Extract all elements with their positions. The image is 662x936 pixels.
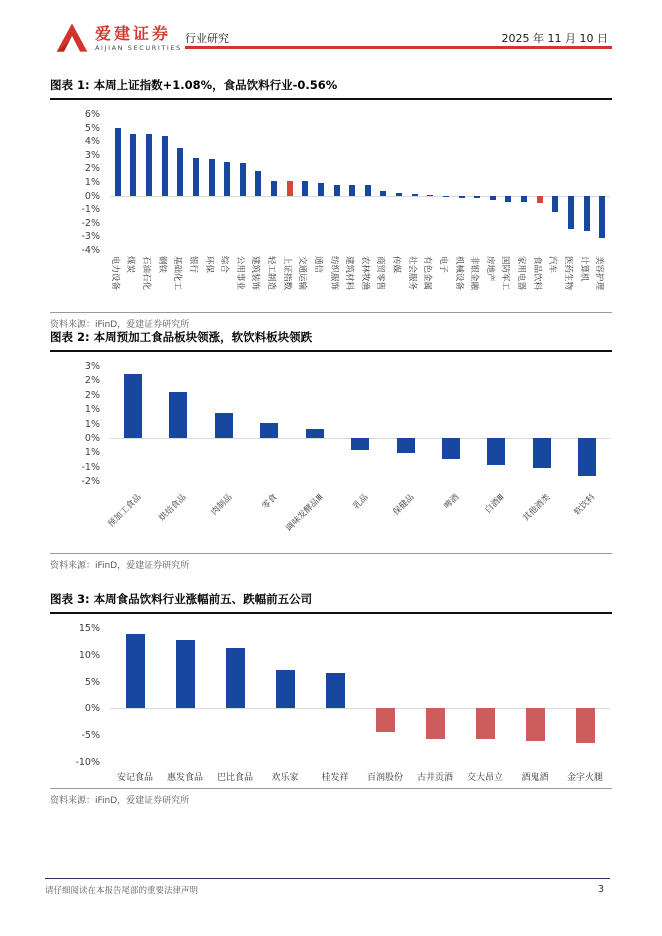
page-number: 3 bbox=[597, 884, 604, 895]
bar-软饮料 bbox=[578, 438, 596, 476]
bar-古井贡酒 bbox=[426, 708, 445, 739]
bar-农林牧渔 bbox=[365, 185, 371, 195]
x-axis-label: 银行 bbox=[187, 256, 198, 274]
figure-2 bbox=[50, 330, 612, 571]
x-axis-label: 食品饮料 bbox=[531, 256, 542, 291]
x-axis-label: 烘焙食品 bbox=[157, 492, 189, 524]
bar-钢铁 bbox=[162, 136, 168, 196]
bar-国防军工 bbox=[505, 196, 511, 202]
x-axis-label: 国防军工 bbox=[500, 256, 511, 291]
y-axis-tick: 2% bbox=[84, 389, 100, 401]
figure-3-chart bbox=[50, 620, 612, 786]
bar-烘焙食品 bbox=[169, 392, 187, 438]
y-axis-tick: 3% bbox=[84, 149, 100, 161]
y-axis-tick: 2% bbox=[84, 163, 100, 175]
report-date: 2025 年 11 月 10 日 bbox=[501, 32, 608, 45]
bar-石油石化 bbox=[146, 134, 152, 195]
bar-其他酒类 bbox=[533, 438, 551, 468]
bar-金字火腿 bbox=[576, 708, 595, 742]
x-axis-label: 乳品 bbox=[351, 492, 371, 512]
x-axis-label: 调味发酵品Ⅲ bbox=[283, 492, 325, 534]
bar-桂发祥 bbox=[326, 673, 345, 708]
x-axis-label: 传媒 bbox=[391, 256, 402, 274]
footer-disclaimer: 请仔细阅读在本报告尾部的重要法律声明 bbox=[45, 886, 199, 896]
x-axis-label: 非银金融 bbox=[469, 256, 480, 291]
brand-logo bbox=[55, 22, 182, 54]
y-axis-tick: 4% bbox=[84, 136, 100, 148]
x-axis-label: 酒鬼酒 bbox=[521, 773, 549, 783]
bar-肉制品 bbox=[215, 413, 233, 438]
y-axis-tick: -3% bbox=[81, 231, 100, 243]
x-axis-label: 家用电器 bbox=[516, 256, 527, 291]
y-axis-tick: -10% bbox=[75, 757, 100, 768]
bar-电力设备 bbox=[115, 128, 121, 196]
y-axis-tick: -1% bbox=[81, 204, 100, 216]
bar-环保 bbox=[209, 159, 215, 196]
zero-axis-line bbox=[110, 196, 610, 197]
x-axis-label: 房地产 bbox=[484, 256, 495, 282]
y-axis-tick: -1% bbox=[81, 461, 100, 473]
bar-食品饮料 bbox=[537, 196, 543, 204]
figure-2-source: 资料来源：iFinD，爱建证券研究所 bbox=[50, 561, 190, 572]
y-axis-tick: -5% bbox=[81, 730, 100, 742]
bar-计算机 bbox=[584, 196, 590, 231]
bar-汽车 bbox=[552, 196, 558, 213]
header-divider bbox=[185, 46, 612, 49]
y-axis-tick: 3% bbox=[84, 361, 100, 372]
footer-divider bbox=[45, 878, 610, 879]
bar-交通运输 bbox=[302, 181, 308, 195]
bar-家用电器 bbox=[521, 196, 527, 203]
bar-有色金属 bbox=[427, 195, 433, 196]
figure-3-source: 资料来源：iFinD，爱建证券研究所 bbox=[50, 796, 190, 806]
bar-社会服务 bbox=[412, 194, 418, 196]
x-axis-label: 预加工食品 bbox=[106, 492, 144, 530]
x-axis-label: 软饮料 bbox=[572, 492, 598, 518]
bar-非银金融 bbox=[474, 196, 480, 199]
bar-传媒 bbox=[396, 193, 402, 196]
x-axis-label: 农林牧渔 bbox=[359, 256, 370, 291]
y-axis-tick: 15% bbox=[78, 623, 100, 634]
figure-2-title: 图表 2: 本周预加工食品板块领涨，软饮料板块领跌 bbox=[50, 330, 612, 352]
bar-煤炭 bbox=[130, 134, 136, 195]
bar-调味发酵品Ⅲ bbox=[306, 429, 324, 438]
x-axis-label: 电子 bbox=[437, 256, 448, 274]
bar-零食 bbox=[260, 423, 278, 438]
x-axis-label: 安记食品 bbox=[116, 773, 153, 783]
bar-保健品 bbox=[397, 438, 415, 453]
bar-啤酒 bbox=[442, 438, 460, 459]
x-axis-label: 计算机 bbox=[578, 256, 589, 282]
bar-房地产 bbox=[490, 196, 496, 200]
brand-name-en: AIJIAN SECURITIES bbox=[95, 43, 182, 52]
figure-2-chart bbox=[50, 358, 612, 551]
bar-商贸零售 bbox=[380, 191, 386, 196]
bar-轻工制造 bbox=[271, 181, 277, 196]
x-axis-label: 其他酒类 bbox=[521, 492, 553, 524]
x-axis-label: 肉制品 bbox=[208, 492, 235, 518]
bar-安记食品 bbox=[126, 634, 145, 709]
bar-医药生物 bbox=[568, 196, 574, 229]
x-axis-label: 交大昂立 bbox=[466, 773, 503, 783]
bar-机械设备 bbox=[459, 196, 465, 198]
brand-text bbox=[95, 25, 182, 52]
x-axis-label: 美容护理 bbox=[594, 256, 605, 291]
x-axis-label: 公用事业 bbox=[234, 256, 245, 291]
figure-1-chart bbox=[50, 106, 612, 310]
y-axis-tick: 6% bbox=[84, 109, 100, 120]
bar-基础化工 bbox=[177, 148, 183, 196]
bar-酒鬼酒 bbox=[526, 708, 545, 740]
y-axis-tick: -2% bbox=[81, 217, 100, 229]
x-axis-label: 零食 bbox=[260, 492, 280, 512]
x-axis-label: 综合 bbox=[219, 256, 230, 274]
bar-建筑装饰 bbox=[255, 171, 261, 196]
bar-惠发食品 bbox=[176, 640, 195, 709]
x-axis-label: 社会服务 bbox=[406, 256, 417, 291]
aijian-logo-icon bbox=[55, 22, 89, 54]
x-axis-label: 欢乐家 bbox=[271, 773, 299, 783]
x-axis-label: 啤酒 bbox=[442, 492, 462, 512]
figure-1-title: 图表 1: 本周上证指数+1.08%，食品饮料行业-0.56% bbox=[50, 78, 612, 100]
y-axis-tick: 1% bbox=[84, 177, 100, 188]
y-axis-tick: -2% bbox=[81, 476, 100, 488]
y-axis-tick: -4% bbox=[81, 245, 100, 256]
x-axis-label: 基础化工 bbox=[172, 256, 183, 291]
x-axis-label: 环保 bbox=[203, 256, 214, 274]
bar-综合 bbox=[224, 162, 230, 196]
y-axis-tick: 0% bbox=[84, 433, 100, 444]
y-axis-tick: 0% bbox=[84, 190, 100, 202]
y-axis-tick: 2% bbox=[84, 375, 100, 387]
x-axis-label: 保健品 bbox=[390, 492, 416, 518]
bar-交大昂立 bbox=[476, 708, 495, 739]
y-axis-tick: 1% bbox=[84, 418, 100, 430]
x-axis-label: 电力设备 bbox=[109, 256, 120, 291]
figure-1-source: 资料来源：iFinD，爱建证券研究所 bbox=[50, 320, 190, 330]
x-axis-label: 巴比食品 bbox=[216, 773, 253, 783]
x-axis-label: 交通运输 bbox=[297, 256, 308, 291]
bar-白酒Ⅲ bbox=[487, 438, 505, 465]
x-axis-label: 商贸零售 bbox=[375, 256, 386, 291]
figure-3-title: 图表 3: 本周食品饮料行业涨幅前五、跌幅前五公司 bbox=[50, 592, 612, 614]
bar-预加工食品 bbox=[124, 374, 142, 439]
y-axis-tick: 1% bbox=[84, 404, 100, 416]
bar-乳品 bbox=[351, 438, 369, 450]
x-axis-label: 惠发食品 bbox=[166, 773, 203, 783]
bar-欢乐家 bbox=[276, 670, 295, 708]
y-axis-tick: 0% bbox=[84, 703, 100, 715]
x-axis-label: 古井贡酒 bbox=[416, 773, 453, 783]
y-axis-tick: 10% bbox=[78, 649, 100, 661]
bar-巴比食品 bbox=[226, 648, 245, 708]
x-axis-label: 有色金属 bbox=[422, 256, 433, 291]
x-axis-label: 煤炭 bbox=[125, 256, 136, 274]
y-axis-tick: 5% bbox=[84, 676, 100, 688]
x-axis-label: 钢铁 bbox=[156, 256, 167, 274]
bar-银行 bbox=[193, 158, 199, 196]
figure-3 bbox=[50, 592, 612, 806]
x-axis-label: 石油石化 bbox=[141, 256, 152, 291]
x-axis-label: 纺织服饰 bbox=[328, 256, 339, 291]
x-axis-label: 轻工制造 bbox=[266, 256, 277, 291]
x-axis-label: 桂发祥 bbox=[321, 773, 349, 783]
x-axis-label: 医药生物 bbox=[562, 256, 573, 291]
bar-百润股份 bbox=[376, 708, 395, 732]
bar-电子 bbox=[443, 196, 449, 198]
x-axis-label: 白酒Ⅲ bbox=[483, 492, 507, 516]
bar-美容护理 bbox=[599, 196, 605, 238]
x-axis-label: 百润股份 bbox=[366, 773, 403, 783]
y-axis-tick: 1% bbox=[84, 447, 100, 459]
report-category-label: 行业研究 bbox=[185, 32, 229, 45]
x-axis-label: 通信 bbox=[312, 256, 323, 274]
bar-通信 bbox=[318, 183, 324, 195]
bar-纺织服饰 bbox=[334, 185, 340, 196]
bar-上证指数 bbox=[287, 181, 293, 196]
bar-公用事业 bbox=[240, 163, 246, 196]
bar-建筑材料 bbox=[349, 185, 355, 196]
x-axis-label: 汽车 bbox=[547, 256, 558, 274]
x-axis-label: 金字火腿 bbox=[566, 773, 603, 783]
brand-name-cn: 爱建证券 bbox=[95, 23, 172, 43]
figure-1 bbox=[50, 78, 612, 330]
x-axis-label: 机械设备 bbox=[453, 256, 464, 291]
y-axis-tick: 5% bbox=[84, 122, 100, 134]
x-axis-label: 建筑材料 bbox=[344, 256, 355, 291]
x-axis-label: 上证指数 bbox=[281, 256, 292, 291]
x-axis-label: 建筑装饰 bbox=[250, 256, 261, 291]
